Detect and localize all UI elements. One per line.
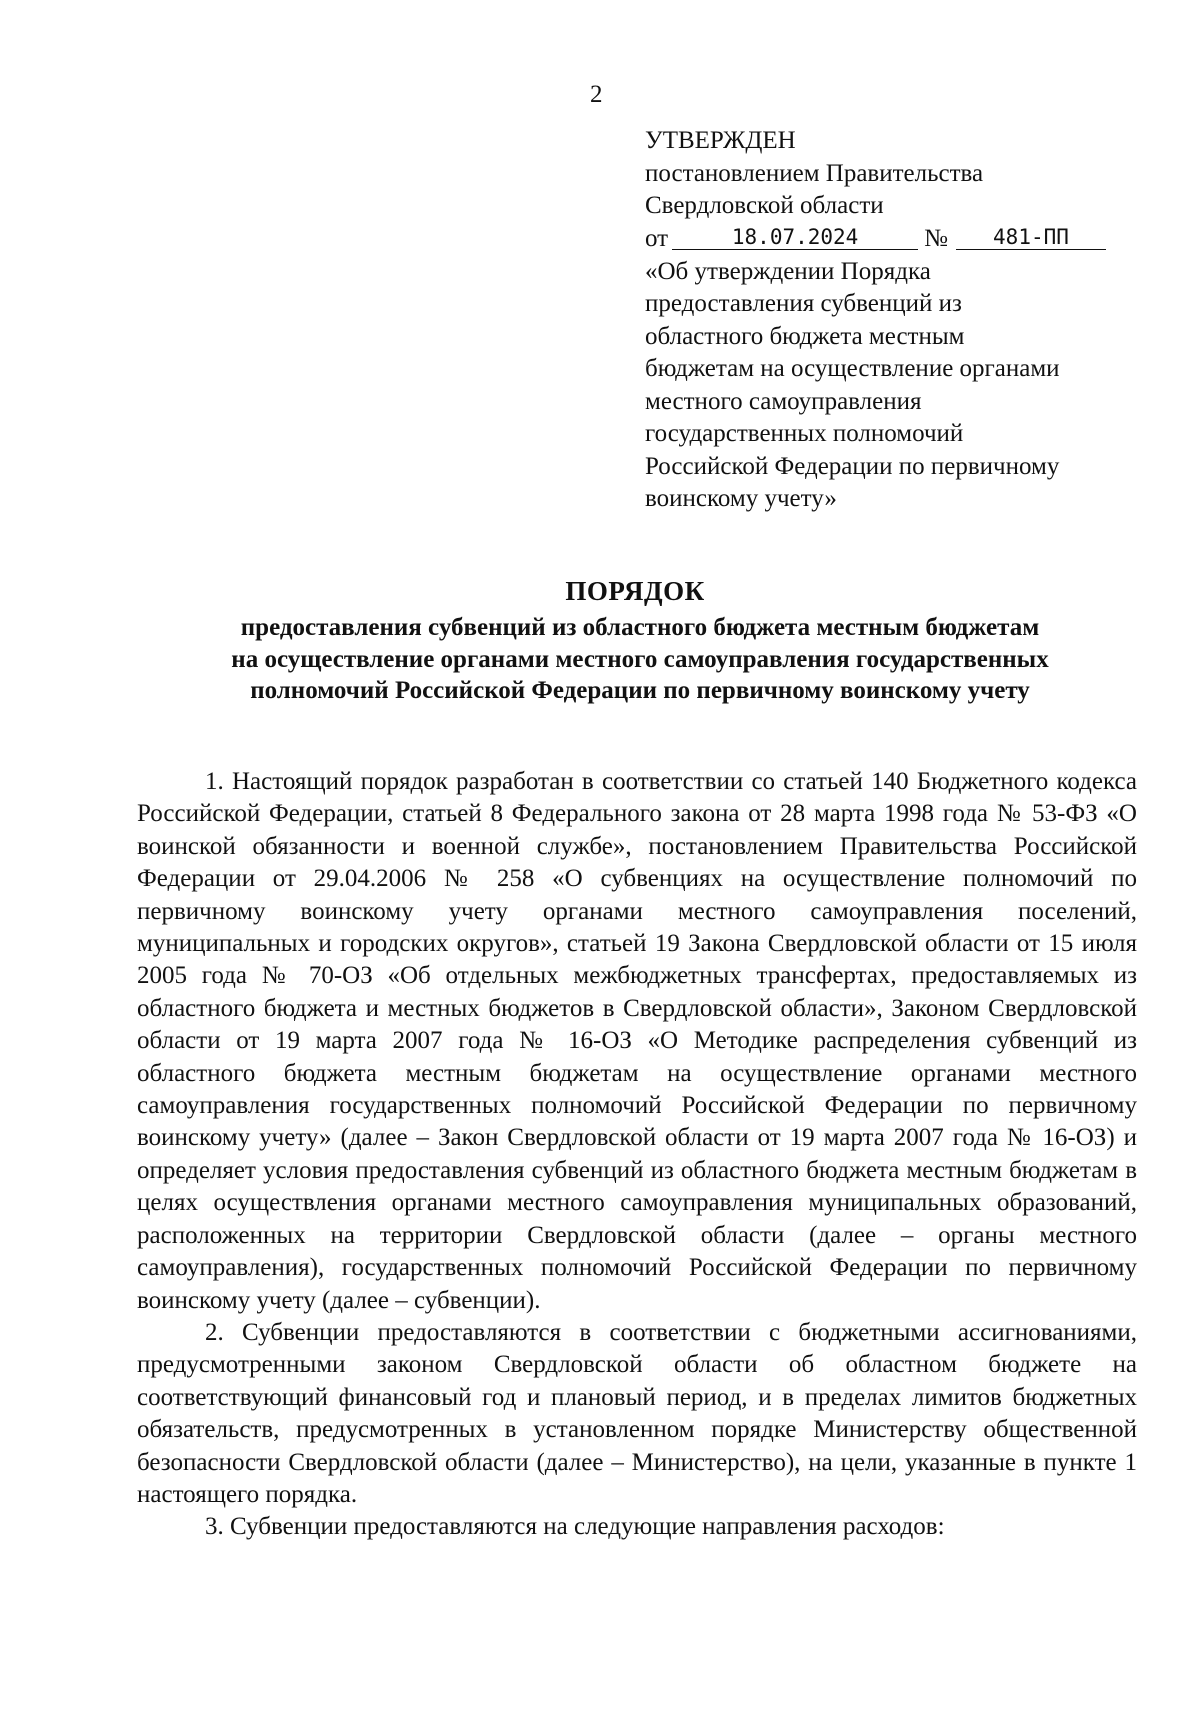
- paragraph-3: 3. Субвенции предоставляются на следующие направления расходов:: [205, 1513, 945, 1541]
- resolution-name-line: «Об утверждении Порядка: [645, 257, 931, 285]
- approval-by-line: постановлением Правительства: [645, 159, 984, 187]
- approval-resolution-name: [645, 256, 1145, 516]
- paragraph-2: 2. Субвенции предоставляются в соответствии с бюджетными ассигнованиями, предусмотренными законом Свердловской области об областном бюджете на соответствующий финансовый год и плановый период, и в пределах лимитов бюджетных обязательств, предусмотренных в установленном порядке Министерству общественной безопасности Свердловской области (далее – Министерство), на цели, указанные в пункте 1 настоящего порядка.: [137, 1318, 1137, 1508]
- approval-number: 481-ПП: [956, 225, 1106, 250]
- subtitle-line: полномочий Российской Федерации по первичному воинскому учету: [250, 677, 1030, 704]
- approval-date-row: [645, 223, 1145, 256]
- resolution-name-line: областного бюджета местным: [645, 322, 965, 350]
- subtitle-line: на осуществление органами местного самоуправления государственных: [231, 645, 1049, 673]
- document-body: [137, 766, 1137, 1544]
- approval-date: 18.07.2024: [672, 225, 918, 250]
- resolution-name-line: бюджетам на осуществление органами: [645, 355, 1060, 382]
- document-subtitle: [140, 612, 1140, 707]
- resolution-name-line: государственных полномочий: [645, 420, 964, 447]
- approval-by-line: Свердловской области: [645, 192, 884, 219]
- approval-status: УТВЕРЖДЕН: [645, 127, 796, 154]
- resolution-name-line: местного самоуправления: [645, 387, 922, 415]
- page-number: 2: [590, 81, 603, 108]
- paragraph-1: 1. Настоящий порядок разработан в соответствии со статьей 140 Бюджетного кодекса Российской Федерации, статьей 8 Федерального закона от 28 марта 1998 года № 53-ФЗ «О воинской обязанности и военной службе», постановлением Правительства Российской Федерации от 29.04.2006 № 258 «О субвенциях на осуществление полномочий по первичному воинскому учету органами местного самоуправления поселений, муниципальных и городских округов», статьей 19 Закона Свердловской области от 15 июля 2005 года № 70-ОЗ «Об отдельных межбюджетных трансфертах, предоставляемых из областного бюджета и местных бюджетов в Свердловской области», Законом Свердловской области от 19 марта 2007 года № 16-ОЗ «О Методике распределения субвенций из областного бюджета местным бюджетам на осуществление органами местного самоуправления государственных полномочий Российской Федерации по первичному воинскому учету» (далее – Закон Свердловской области от 19 марта 2007 года № 16-ОЗ) и определяет условия предоставления субвенций из областного бюджета местным бюджетам в целях осуществления органами местного самоуправления муниципальных образований, расположенных на территории Свердловской области (далее – органы местного самоуправления), государственных полномочий Российской Федерации по первичному воинскому учету (далее – субвенции).: [137, 768, 1137, 1314]
- resolution-name-line: предоставления субвенций из: [645, 290, 962, 317]
- subtitle-line: предоставления субвенций из областного бюджета местным бюджетам: [240, 614, 1040, 641]
- approval-block: [645, 125, 1145, 516]
- resolution-name-line: Российской Федерации по первичному: [645, 452, 1060, 480]
- number-sign: №: [924, 225, 948, 252]
- resolution-name-line: воинскому учету»: [645, 485, 837, 512]
- date-prefix: от: [645, 225, 669, 252]
- document-title: ПОРЯДОК: [565, 576, 705, 606]
